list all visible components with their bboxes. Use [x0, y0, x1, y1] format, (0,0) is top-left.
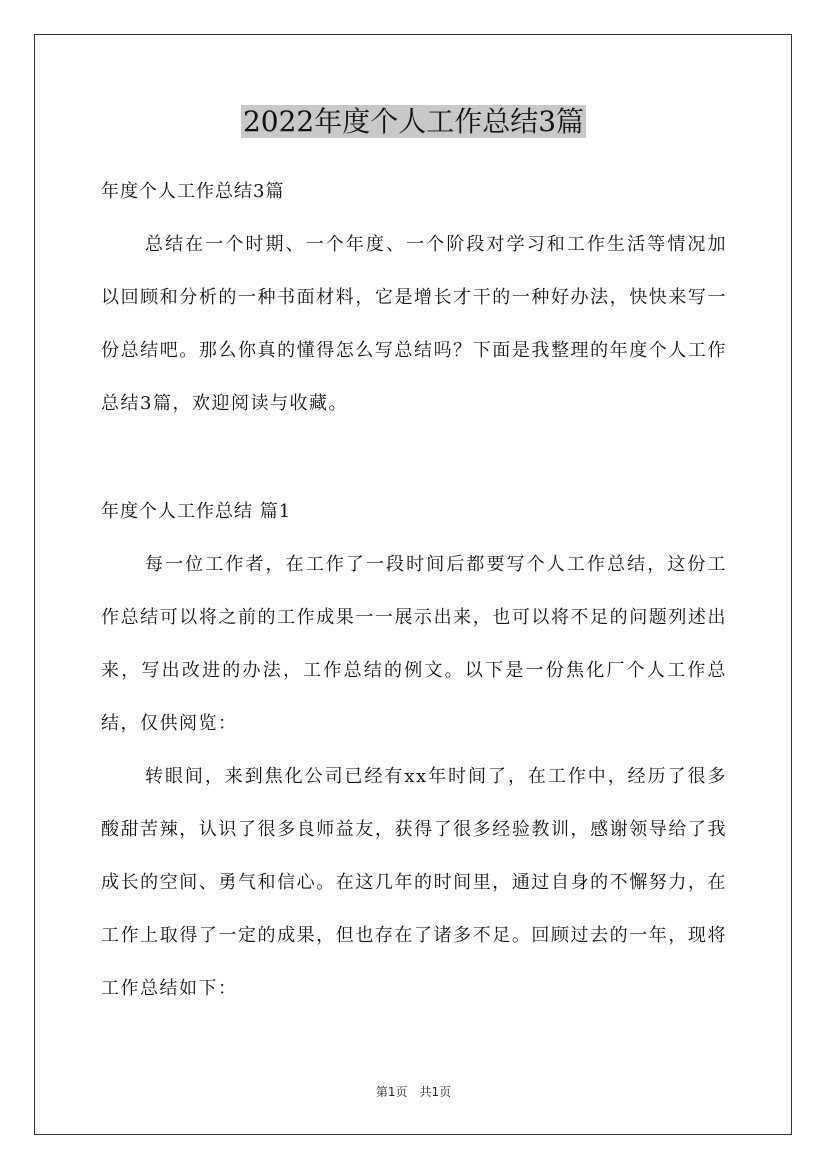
document-subtitle: 年度个人工作总结3篇	[101, 181, 285, 202]
section-heading-1: 年度个人工作总结 篇1	[101, 501, 292, 522]
document-title	[0, 102, 827, 142]
section1-paragraph-2: 转眼间，来到焦化公司已经有xx年时间了，在工作中，经历了很多酸甜苦辣，认识了很多良师益友，获得了很多经验教训，感谢领导给了我成长的空间、勇气和信心。在这几年的时间里，通过自身的不懈努力，在工作上取得了一定的成果，但也存在了诸多不足。回顾过去的一年，现将工作总结如下：	[101, 766, 727, 999]
intro-paragraph: 总结在一个时期、一个年度、一个阶段对学习和工作生活等情况加以回顾和分析的一种书面材料，它是增长才干的一种好办法，快快来写一份总结吧。那么你真的懂得怎么写总结吗？下面是我整理的年度个人工作总结3篇，欢迎阅读与收藏。	[101, 234, 727, 414]
document-body	[101, 170, 727, 1015]
section1-paragraph-1: 每一位工作者，在工作了一段时间后都要写个人工作总结，这份工作总结可以将之前的工作成果一一展示出来，也可以将不足的问题列述出来，写出改进的办法，工作总结的例文。以下是一份焦化厂个人工作总结，仅供阅览：	[101, 554, 727, 734]
document-title-text: 2022年度个人工作总结3篇	[242, 105, 585, 138]
page-number-footer: 第1页 共1页	[375, 1085, 452, 1099]
